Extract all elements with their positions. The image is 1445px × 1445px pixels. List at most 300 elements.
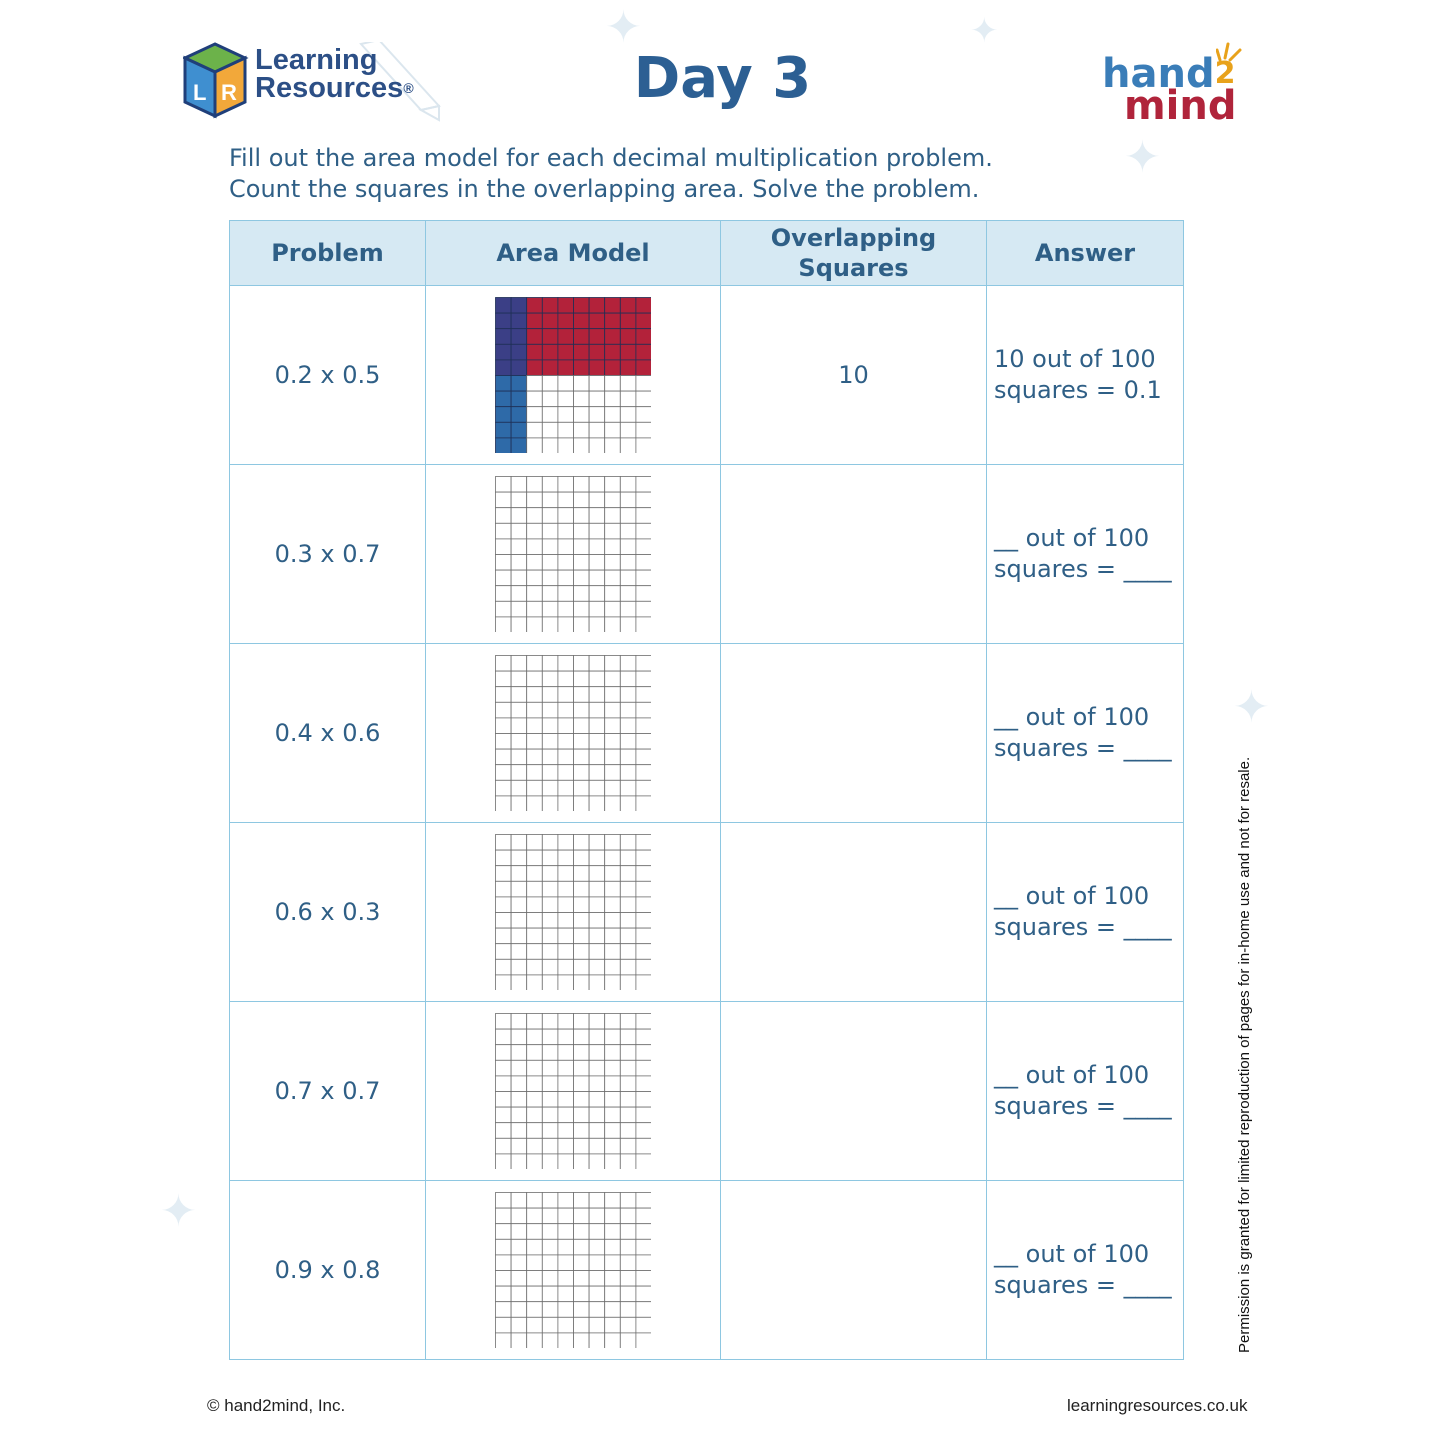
grid-square[interactable] (542, 1045, 558, 1061)
grid-square[interactable] (527, 376, 543, 392)
grid-square[interactable] (620, 586, 636, 602)
grid-square[interactable] (620, 391, 636, 407)
grid-square[interactable] (496, 492, 512, 508)
grid-square[interactable] (574, 1045, 590, 1061)
grid-square[interactable] (527, 344, 543, 360)
grid-square[interactable] (574, 702, 590, 718)
grid-square[interactable] (558, 1076, 574, 1092)
grid-square[interactable] (636, 1286, 651, 1302)
grid-square[interactable] (558, 438, 574, 453)
grid-square[interactable] (558, 376, 574, 392)
grid-square[interactable] (558, 796, 574, 811)
grid-square[interactable] (636, 1107, 651, 1123)
grid-square[interactable] (496, 1154, 512, 1169)
grid-square[interactable] (511, 944, 527, 960)
grid-square[interactable] (511, 438, 527, 453)
grid-square[interactable] (605, 617, 621, 632)
grid-square[interactable] (527, 913, 543, 929)
grid-square[interactable] (636, 508, 651, 524)
grid-square[interactable] (558, 313, 574, 329)
grid-square[interactable] (589, 1123, 605, 1139)
grid-square[interactable] (605, 508, 621, 524)
grid-square[interactable] (620, 1154, 636, 1169)
grid-square[interactable] (589, 477, 605, 493)
grid-square[interactable] (605, 329, 621, 345)
grid-square[interactable] (620, 1123, 636, 1139)
grid-square[interactable] (574, 944, 590, 960)
grid-square[interactable] (511, 617, 527, 632)
grid-square[interactable] (620, 1060, 636, 1076)
grid-square[interactable] (605, 539, 621, 555)
grid-square[interactable] (527, 617, 543, 632)
grid-square[interactable] (542, 407, 558, 423)
grid-square[interactable] (574, 687, 590, 703)
grid-square[interactable] (574, 765, 590, 781)
grid-square[interactable] (542, 1154, 558, 1169)
grid-square[interactable] (511, 913, 527, 929)
grid-square[interactable] (620, 1076, 636, 1092)
grid-square[interactable] (511, 1060, 527, 1076)
grid-square[interactable] (558, 1029, 574, 1045)
grid-square[interactable] (511, 897, 527, 913)
grid-square[interactable] (620, 1092, 636, 1108)
grid-square[interactable] (589, 360, 605, 376)
grid-square[interactable] (558, 780, 574, 796)
grid-square[interactable] (605, 944, 621, 960)
grid-square[interactable] (589, 391, 605, 407)
grid-square[interactable] (542, 835, 558, 851)
grid-square[interactable] (636, 944, 651, 960)
grid-square[interactable] (620, 601, 636, 617)
grid-square[interactable] (589, 780, 605, 796)
grid-square[interactable] (542, 1076, 558, 1092)
grid-square[interactable] (636, 376, 651, 392)
grid-square[interactable] (589, 796, 605, 811)
grid-square[interactable] (589, 959, 605, 975)
grid-square[interactable] (511, 376, 527, 392)
grid-square[interactable] (574, 1107, 590, 1123)
grid-square[interactable] (527, 1286, 543, 1302)
grid-square[interactable] (574, 1092, 590, 1108)
grid-square[interactable] (558, 1107, 574, 1123)
grid-square[interactable] (636, 1092, 651, 1108)
grid-square[interactable] (542, 975, 558, 990)
grid-square[interactable] (620, 796, 636, 811)
grid-square[interactable] (511, 850, 527, 866)
grid-square[interactable] (558, 1154, 574, 1169)
grid-square[interactable] (574, 555, 590, 571)
grid-square[interactable] (636, 477, 651, 493)
grid-square[interactable] (511, 765, 527, 781)
grid-square[interactable] (620, 1271, 636, 1287)
grid-square[interactable] (589, 749, 605, 765)
grid-square[interactable] (527, 586, 543, 602)
grid-square[interactable] (542, 617, 558, 632)
grid-square[interactable] (558, 944, 574, 960)
grid-square[interactable] (527, 438, 543, 453)
grid-square[interactable] (527, 422, 543, 438)
grid-square[interactable] (496, 1014, 512, 1030)
grid-square[interactable] (605, 975, 621, 990)
grid-square[interactable] (558, 959, 574, 975)
grid-square[interactable] (574, 1333, 590, 1348)
grid-square[interactable] (620, 492, 636, 508)
grid-square[interactable] (527, 1224, 543, 1240)
grid-square[interactable] (511, 1302, 527, 1318)
grid-square[interactable] (542, 749, 558, 765)
grid-square[interactable] (496, 928, 512, 944)
grid-square[interactable] (542, 850, 558, 866)
grid-square[interactable] (558, 298, 574, 314)
grid-square[interactable] (589, 1286, 605, 1302)
overlap-cell[interactable] (721, 823, 987, 1002)
grid-square[interactable] (605, 1239, 621, 1255)
grid-square[interactable] (496, 796, 512, 811)
grid-square[interactable] (574, 881, 590, 897)
grid-square[interactable] (496, 1060, 512, 1076)
grid-square[interactable] (620, 687, 636, 703)
grid-square[interactable] (589, 376, 605, 392)
grid-square[interactable] (511, 570, 527, 586)
grid-square[interactable] (620, 422, 636, 438)
grid-square[interactable] (527, 944, 543, 960)
grid-square[interactable] (511, 1208, 527, 1224)
grid-square[interactable] (636, 407, 651, 423)
grid-square[interactable] (511, 1224, 527, 1240)
grid-square[interactable] (527, 1154, 543, 1169)
grid-square[interactable] (542, 1239, 558, 1255)
grid-square[interactable] (620, 1107, 636, 1123)
grid-square[interactable] (527, 835, 543, 851)
grid-square[interactable] (636, 734, 651, 750)
grid-square[interactable] (605, 1060, 621, 1076)
grid-square[interactable] (527, 601, 543, 617)
grid-square[interactable] (511, 329, 527, 345)
grid-square[interactable] (574, 1239, 590, 1255)
hundred-grid[interactable] (495, 476, 651, 632)
grid-square[interactable] (636, 1271, 651, 1287)
grid-square[interactable] (542, 508, 558, 524)
grid-square[interactable] (636, 555, 651, 571)
grid-square[interactable] (558, 601, 574, 617)
grid-square[interactable] (527, 1138, 543, 1154)
grid-square[interactable] (574, 1123, 590, 1139)
grid-square[interactable] (589, 1138, 605, 1154)
grid-square[interactable] (558, 1014, 574, 1030)
grid-square[interactable] (589, 601, 605, 617)
grid-square[interactable] (527, 360, 543, 376)
grid-square[interactable] (496, 897, 512, 913)
grid-square[interactable] (511, 718, 527, 734)
grid-square[interactable] (527, 687, 543, 703)
grid-square[interactable] (636, 959, 651, 975)
grid-square[interactable] (527, 850, 543, 866)
grid-square[interactable] (636, 1123, 651, 1139)
grid-square[interactable] (496, 539, 512, 555)
grid-square[interactable] (620, 656, 636, 672)
grid-square[interactable] (496, 1123, 512, 1139)
grid-square[interactable] (527, 881, 543, 897)
grid-square[interactable] (636, 1302, 651, 1318)
grid-square[interactable] (620, 617, 636, 632)
grid-square[interactable] (636, 360, 651, 376)
grid-square[interactable] (558, 671, 574, 687)
grid-square[interactable] (527, 1193, 543, 1209)
grid-square[interactable] (542, 1029, 558, 1045)
grid-square[interactable] (542, 1302, 558, 1318)
grid-square[interactable] (605, 1208, 621, 1224)
grid-square[interactable] (511, 975, 527, 990)
grid-square[interactable] (574, 313, 590, 329)
grid-square[interactable] (542, 944, 558, 960)
grid-square[interactable] (511, 780, 527, 796)
grid-square[interactable] (636, 928, 651, 944)
grid-square[interactable] (574, 1029, 590, 1045)
grid-square[interactable] (558, 656, 574, 672)
grid-square[interactable] (605, 1029, 621, 1045)
grid-square[interactable] (496, 780, 512, 796)
grid-square[interactable] (605, 959, 621, 975)
grid-square[interactable] (636, 975, 651, 990)
grid-square[interactable] (636, 866, 651, 882)
grid-square[interactable] (605, 1317, 621, 1333)
answer-cell[interactable] (987, 823, 1184, 1002)
grid-square[interactable] (496, 959, 512, 975)
grid-square[interactable] (620, 1286, 636, 1302)
grid-square[interactable] (574, 656, 590, 672)
grid-square[interactable] (496, 570, 512, 586)
grid-square[interactable] (636, 796, 651, 811)
grid-square[interactable] (589, 298, 605, 314)
grid-square[interactable] (511, 555, 527, 571)
grid-square[interactable] (620, 523, 636, 539)
grid-square[interactable] (542, 1092, 558, 1108)
grid-square[interactable] (511, 1092, 527, 1108)
grid-square[interactable] (496, 586, 512, 602)
grid-square[interactable] (620, 959, 636, 975)
grid-square[interactable] (496, 422, 512, 438)
grid-square[interactable] (527, 928, 543, 944)
grid-square[interactable] (605, 492, 621, 508)
grid-square[interactable] (496, 508, 512, 524)
grid-square[interactable] (558, 344, 574, 360)
grid-square[interactable] (558, 1239, 574, 1255)
grid-square[interactable] (542, 702, 558, 718)
grid-square[interactable] (527, 1060, 543, 1076)
grid-square[interactable] (574, 1286, 590, 1302)
grid-square[interactable] (636, 1138, 651, 1154)
grid-square[interactable] (527, 1208, 543, 1224)
grid-square[interactable] (574, 492, 590, 508)
grid-square[interactable] (511, 656, 527, 672)
grid-square[interactable] (605, 897, 621, 913)
grid-square[interactable] (542, 360, 558, 376)
grid-square[interactable] (542, 687, 558, 703)
grid-square[interactable] (542, 586, 558, 602)
grid-square[interactable] (636, 539, 651, 555)
grid-square[interactable] (527, 298, 543, 314)
grid-square[interactable] (511, 1317, 527, 1333)
grid-square[interactable] (527, 1107, 543, 1123)
grid-square[interactable] (636, 835, 651, 851)
grid-square[interactable] (589, 718, 605, 734)
grid-square[interactable] (511, 539, 527, 555)
grid-square[interactable] (574, 734, 590, 750)
grid-square[interactable] (574, 523, 590, 539)
grid-square[interactable] (542, 897, 558, 913)
grid-square[interactable] (496, 1239, 512, 1255)
grid-square[interactable] (558, 749, 574, 765)
grid-square[interactable] (589, 850, 605, 866)
grid-square[interactable] (527, 1333, 543, 1348)
grid-square[interactable] (511, 1193, 527, 1209)
grid-square[interactable] (605, 1271, 621, 1287)
grid-square[interactable] (636, 718, 651, 734)
grid-square[interactable] (620, 765, 636, 781)
grid-square[interactable] (605, 344, 621, 360)
grid-square[interactable] (574, 866, 590, 882)
answer-cell[interactable] (987, 286, 1184, 465)
grid-square[interactable] (636, 671, 651, 687)
grid-square[interactable] (558, 617, 574, 632)
grid-square[interactable] (496, 866, 512, 882)
grid-square[interactable] (589, 1154, 605, 1169)
grid-square[interactable] (558, 523, 574, 539)
grid-square[interactable] (558, 1271, 574, 1287)
grid-square[interactable] (496, 407, 512, 423)
grid-square[interactable] (589, 344, 605, 360)
grid-square[interactable] (574, 1193, 590, 1209)
overlap-cell[interactable] (721, 644, 987, 823)
grid-square[interactable] (558, 866, 574, 882)
grid-square[interactable] (527, 523, 543, 539)
grid-square[interactable] (636, 344, 651, 360)
grid-square[interactable] (589, 555, 605, 571)
grid-square[interactable] (636, 523, 651, 539)
grid-square[interactable] (558, 835, 574, 851)
grid-square[interactable] (620, 913, 636, 929)
grid-square[interactable] (574, 1208, 590, 1224)
grid-square[interactable] (574, 329, 590, 345)
grid-square[interactable] (542, 765, 558, 781)
grid-square[interactable] (511, 866, 527, 882)
grid-square[interactable] (589, 1333, 605, 1348)
grid-square[interactable] (636, 391, 651, 407)
grid-square[interactable] (574, 835, 590, 851)
grid-square[interactable] (620, 1208, 636, 1224)
grid-square[interactable] (527, 1239, 543, 1255)
grid-square[interactable] (558, 508, 574, 524)
grid-square[interactable] (558, 391, 574, 407)
grid-square[interactable] (605, 1076, 621, 1092)
grid-square[interactable] (496, 913, 512, 929)
grid-square[interactable] (542, 881, 558, 897)
grid-square[interactable] (558, 1302, 574, 1318)
grid-square[interactable] (558, 407, 574, 423)
grid-square[interactable] (496, 1076, 512, 1092)
grid-square[interactable] (496, 344, 512, 360)
grid-square[interactable] (558, 329, 574, 345)
grid-square[interactable] (496, 671, 512, 687)
grid-square[interactable] (620, 1029, 636, 1045)
grid-square[interactable] (558, 586, 574, 602)
grid-square[interactable] (589, 928, 605, 944)
grid-square[interactable] (558, 1333, 574, 1348)
grid-square[interactable] (605, 866, 621, 882)
grid-square[interactable] (542, 298, 558, 314)
grid-square[interactable] (574, 422, 590, 438)
grid-square[interactable] (574, 1076, 590, 1092)
grid-square[interactable] (636, 492, 651, 508)
grid-square[interactable] (496, 687, 512, 703)
grid-square[interactable] (496, 975, 512, 990)
grid-square[interactable] (589, 913, 605, 929)
grid-square[interactable] (542, 344, 558, 360)
grid-square[interactable] (496, 298, 512, 314)
grid-square[interactable] (527, 313, 543, 329)
grid-square[interactable] (496, 734, 512, 750)
grid-square[interactable] (620, 944, 636, 960)
grid-square[interactable] (527, 780, 543, 796)
grid-square[interactable] (558, 422, 574, 438)
grid-square[interactable] (558, 1255, 574, 1271)
grid-square[interactable] (620, 555, 636, 571)
grid-square[interactable] (620, 702, 636, 718)
grid-square[interactable] (574, 508, 590, 524)
grid-square[interactable] (558, 1208, 574, 1224)
grid-square[interactable] (542, 913, 558, 929)
grid-square[interactable] (496, 1286, 512, 1302)
grid-square[interactable] (605, 850, 621, 866)
grid-square[interactable] (496, 555, 512, 571)
answer-cell[interactable] (987, 465, 1184, 644)
grid-square[interactable] (636, 1193, 651, 1209)
grid-square[interactable] (574, 477, 590, 493)
grid-square[interactable] (574, 913, 590, 929)
grid-square[interactable] (589, 617, 605, 632)
grid-square[interactable] (605, 1045, 621, 1061)
grid-square[interactable] (589, 422, 605, 438)
grid-square[interactable] (496, 1045, 512, 1061)
grid-square[interactable] (511, 1014, 527, 1030)
grid-square[interactable] (636, 1239, 651, 1255)
grid-square[interactable] (558, 1123, 574, 1139)
grid-square[interactable] (620, 897, 636, 913)
grid-square[interactable] (527, 477, 543, 493)
grid-square[interactable] (589, 835, 605, 851)
grid-square[interactable] (574, 671, 590, 687)
grid-square[interactable] (636, 1317, 651, 1333)
grid-square[interactable] (511, 1123, 527, 1139)
grid-square[interactable] (527, 765, 543, 781)
grid-square[interactable] (511, 1076, 527, 1092)
grid-square[interactable] (496, 718, 512, 734)
grid-square[interactable] (542, 718, 558, 734)
grid-square[interactable] (511, 702, 527, 718)
grid-square[interactable] (574, 376, 590, 392)
grid-square[interactable] (574, 360, 590, 376)
grid-square[interactable] (605, 1302, 621, 1318)
grid-square[interactable] (574, 344, 590, 360)
grid-square[interactable] (574, 298, 590, 314)
grid-square[interactable] (496, 944, 512, 960)
grid-square[interactable] (620, 850, 636, 866)
hundred-grid[interactable] (495, 297, 651, 453)
grid-square[interactable] (511, 1255, 527, 1271)
grid-square[interactable] (589, 1029, 605, 1045)
grid-square[interactable] (636, 586, 651, 602)
grid-square[interactable] (527, 796, 543, 811)
